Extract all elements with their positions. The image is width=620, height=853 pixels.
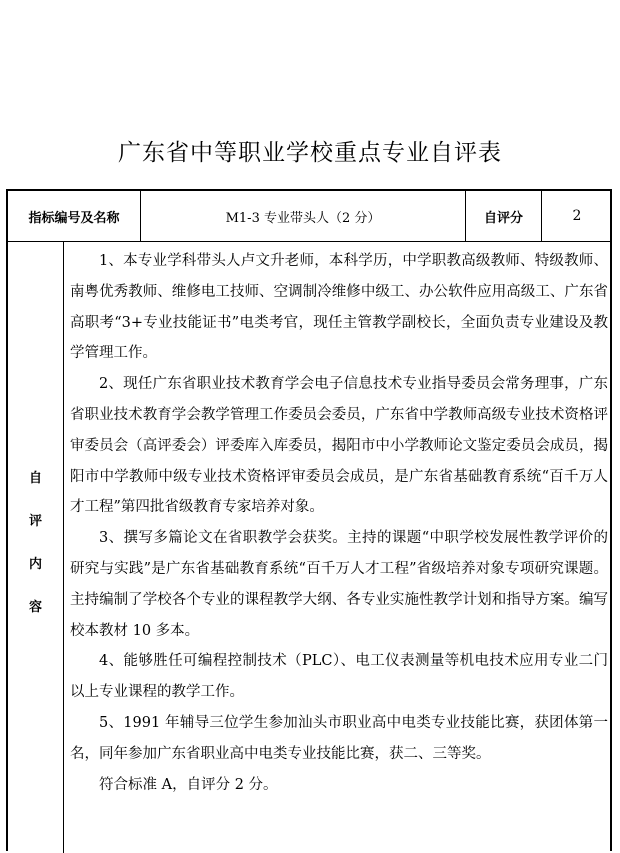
side-label-column [8,242,64,853]
self-evaluation-table [6,189,612,851]
side-label-char: 评 [28,514,42,529]
index-value-cell: M1-3 专业带头人（2 分） [141,191,466,241]
content-paragraph: 5、1991 年辅导三位学生参加汕头市职业高中电类专业技能比赛，获团体第一名，同年参加广东省职业高中电类专业技能比赛，获二、三等奖。 [70,714,608,762]
side-label-char: 自 [28,471,42,486]
side-label-char: 内 [28,557,42,572]
index-label-cell: 指标编号及名称 [8,191,141,241]
content-paragraph: 符合标准 A，自评分 2 分。 [99,776,278,793]
score-value-cell: 2 [572,208,582,224]
content-paragraph: 2、现任广东省职业技术教育学会电子信息技术专业指导委员会常务理事，广东省职业技术教育学会教学管理工作委员会委员，广东省中学教师高级专业技术资格评审委员会（高评委会）评委库入库委员，揭阳市中小学教师论文鉴定委员会成员，揭阳市中学教师中级专业技术资格评审委员会成员，是广东省基础教育系统“百千万人才工程”第四批省级教育专家培养对象。 [70,376,608,516]
score-label-cell: 自评分 [466,191,542,241]
evaluation-content-row [8,242,610,853]
table-header-row [8,191,610,242]
document-title: 广东省中等职业学校重点专业自评表 [118,140,502,166]
content-paragraph: 4、能够胜任可编程控制技术（PLC）、电工仪表测量等机电技术应用专业二门以上专业课程的教学工作。 [70,653,608,701]
side-label-char: 容 [28,600,42,615]
evaluation-content [70,246,608,800]
content-paragraph: 1、本专业学科带头人卢文升老师，本科学历，中学职教高级教师、特级教师、南粤优秀教师、维修电工技师、空调制冷维修中级工、办公软件应用高级工、广东省高职考“3+专业技能证书”电类考官，现任主管教学副校长，全面负责专业建设及教学管理工作。 [70,253,608,362]
content-paragraph: 3、撰写多篇论文在省职教学会获奖。主持的课题“中职学校发展性教学评价的研究与实践”是广东省基础教育系统“百千万人才工程”省级培养对象专项研究课题。主持编制了学校各个专业的课程教学大纲、各专业实施性教学计划和指导方案。编写校本教材 10 多本。 [70,530,608,639]
